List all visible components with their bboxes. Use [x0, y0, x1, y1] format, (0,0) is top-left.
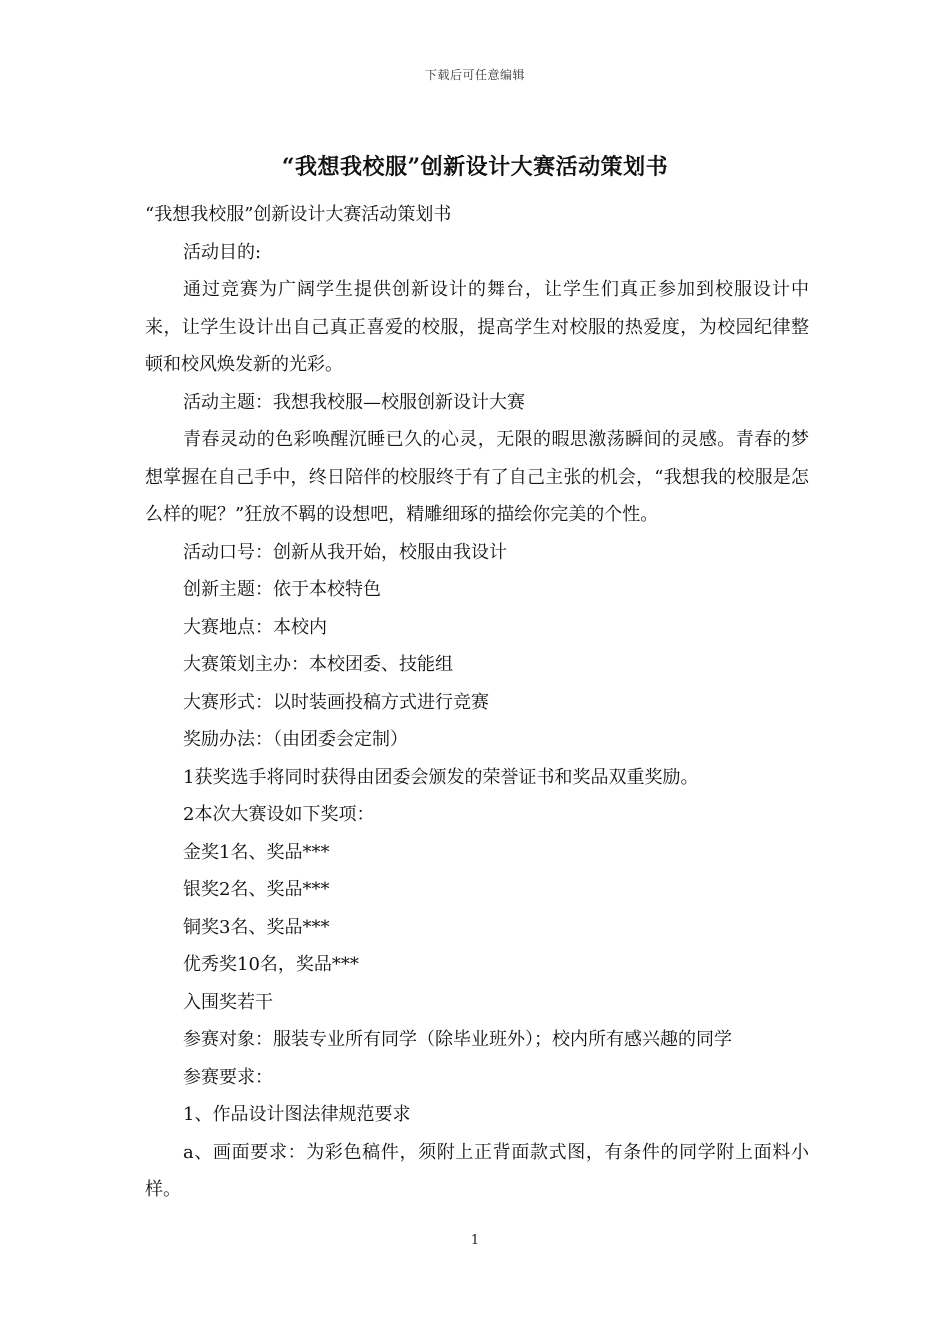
award-method-line: 奖励办法：（由团委会定制）: [183, 729, 408, 750]
requirement-1: 1、作品设计图法律规范要求: [183, 1104, 411, 1125]
award-item-2: 2本次大赛设如下奖项：: [183, 804, 375, 825]
document-title: “我想我校服”创新设计大赛活动策划书: [281, 154, 669, 180]
purpose-paragraph: 通过竞赛为广阔学生提供创新设计的舞台，让学生们真正参加到校服设计中来，让学生设计出自己真正喜爱的校服，提高学生对校服的热爱度，为校园纪律整顿和校风焕发新的光彩。: [145, 279, 809, 375]
participants-line: 参赛对象：服装专业所有同学（除毕业班外）；校内所有感兴趣的同学: [183, 1029, 732, 1050]
organizer-line: 大赛策划主办：本校团委、技能组: [183, 654, 453, 675]
excellence-award: 优秀奖10名，奖品***: [183, 954, 359, 975]
header-note: 下载后可任意编辑: [424, 68, 525, 82]
theme-paragraph: 青春灵动的色彩唤醒沉睡已久的心灵，无限的暇思激荡瞬间的灵感。青春的梦想掌握在自己手中，终日陪伴的校服终于有了自己主张的机会，“我想我的校服是怎么样的呢？”狂放不羁的设想吧，精雕细琢的描绘你完美的个性。: [145, 429, 809, 525]
innovation-line: 创新主题：依于本校特色: [183, 579, 381, 600]
slogan-line: 活动口号：创新从我开始，校服由我设计: [183, 541, 507, 563]
requirement-a-paragraph: a、画面要求：为彩色稿件，须附上正背面款式图，有条件的同学附上面料小样。: [145, 1141, 809, 1200]
requirements-label: 参赛要求：: [183, 1066, 273, 1088]
purpose-label: 活动目的:: [183, 241, 262, 263]
venue-line: 大赛地点：本校内: [183, 616, 327, 638]
page-number: 1: [470, 1233, 480, 1248]
award-item-1: 1获奖选手将同时获得由团委会颁发的荣誉证书和奖品双重奖励。: [183, 766, 699, 788]
subtitle-line: “我想我校服”创新设计大赛活动策划书: [145, 204, 452, 225]
document-body: [145, 196, 809, 1209]
finalist-award: 入围奖若干: [183, 991, 273, 1013]
gold-award: 金奖1名、奖品***: [183, 841, 330, 863]
bronze-award: 铜奖3名、奖品***: [183, 916, 330, 938]
theme-line: 活动主题：我想我校服—校服创新设计大赛: [183, 391, 525, 413]
silver-award: 银奖2名、奖品***: [183, 879, 330, 900]
format-line: 大赛形式：以时装画投稿方式进行竞赛: [183, 691, 489, 713]
